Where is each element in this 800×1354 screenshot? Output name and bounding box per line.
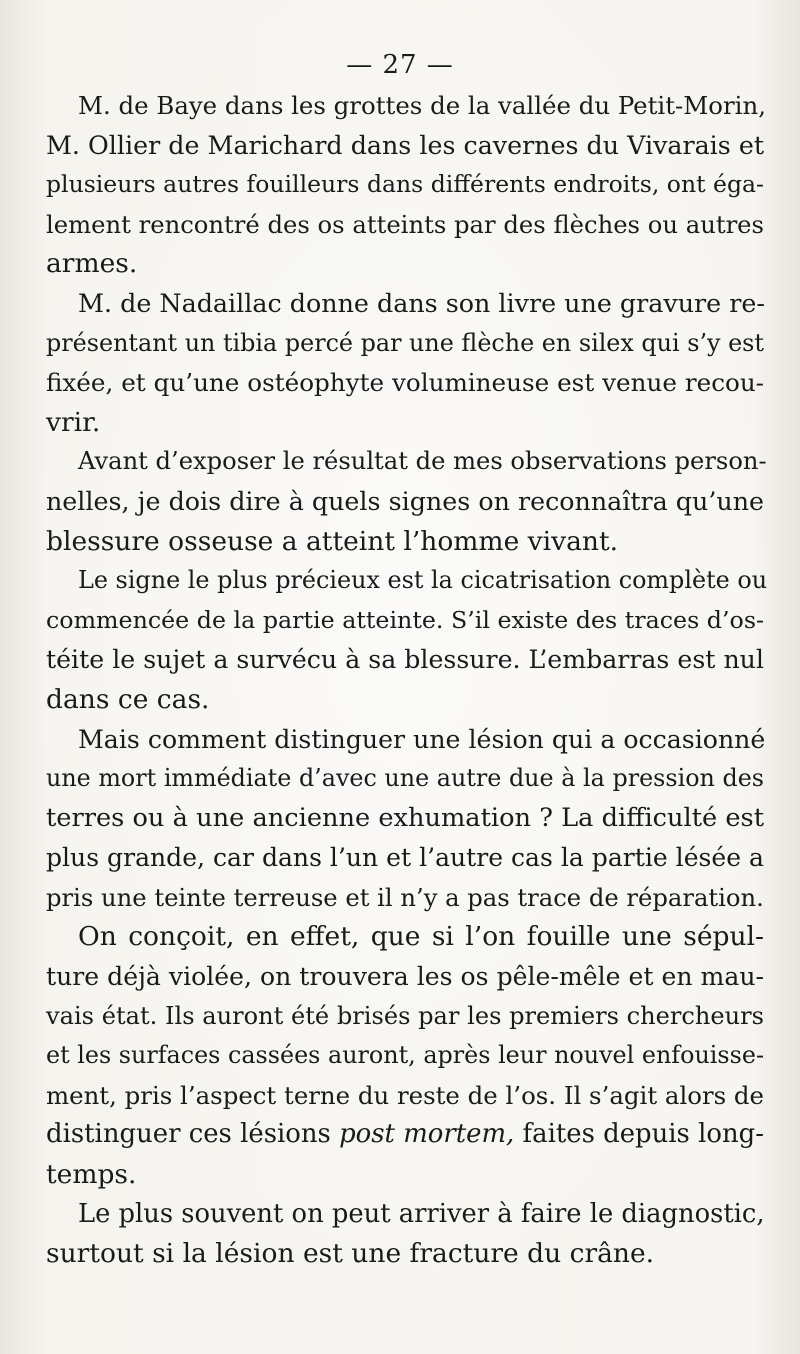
text-line: M. Ollier de Marichard dans les cavernes du Vivarais et bbox=[46, 129, 764, 160]
text-line: vais état. Ils auront été brisés par les premiers chercheurs bbox=[46, 1001, 764, 1030]
text-fragment: distinguer ces lésions bbox=[46, 1119, 331, 1150]
text-line: nelles, je dois dire à quels signes on reconnaîtra qu’une bbox=[46, 485, 764, 516]
text-line: blessure osseuse a atteint l’homme vivant. bbox=[46, 525, 619, 557]
text-line: ment, pris l’aspect terne du reste de l’os. Il s’agit alors de bbox=[46, 1080, 764, 1110]
text-line: plus grande, car dans l’un et l’autre cas la partie lésée a bbox=[46, 843, 764, 873]
text-fragment: faites depuis long- bbox=[522, 1119, 764, 1150]
paragraph-3 bbox=[46, 442, 767, 561]
paragraph-1 bbox=[46, 86, 764, 284]
body-text bbox=[46, 86, 768, 1274]
text-line: vrir. bbox=[46, 406, 101, 438]
text-line: Le plus souvent on peut arriver à faire le diagnostic, bbox=[78, 1198, 765, 1229]
text-line: et les surfaces cassées auront, après leur nouvel enfouisse- bbox=[46, 1041, 764, 1070]
text-line-mixed bbox=[46, 1115, 764, 1155]
text-line: armes. bbox=[46, 248, 138, 280]
text-line: ture déjà violée, on trouvera les os pêle-mêle et en mau- bbox=[46, 962, 764, 992]
text-line: Le signe le plus précieux est la cicatrisation complète ou bbox=[78, 566, 768, 595]
paragraph-5 bbox=[46, 720, 764, 918]
text-line: Mais comment distinguer une lésion qui a occasionné bbox=[78, 724, 766, 754]
page-number: — 27 — bbox=[346, 50, 454, 80]
italic-term: post mortem, bbox=[339, 1119, 515, 1150]
text-line: fixée, et qu’une ostéophyte volumineuse est venue recou- bbox=[46, 368, 764, 398]
text-line: une mort immédiate d’avec une autre due à la pression des bbox=[46, 764, 764, 793]
text-line: commencée de la partie atteinte. S’il existe des traces d’os- bbox=[46, 605, 764, 634]
text-line: On conçoit, en effet, que si l’on fouille une sépul- bbox=[78, 921, 764, 953]
text-line: surtout si la lésion est une fracture du crâne. bbox=[46, 1238, 655, 1270]
text-line: Avant d’exposer le résultat de mes observations person- bbox=[78, 447, 767, 476]
text-line: pris une teinte terreuse et il n’y a pas trace de réparation. bbox=[46, 882, 764, 912]
paragraph-7 bbox=[46, 1195, 764, 1274]
text-line: plusieurs autres fouilleurs dans différents endroits, ont éga- bbox=[46, 170, 764, 199]
text-line: M. de Baye dans les grottes de la vallée du Petit-Morin, bbox=[78, 91, 766, 120]
text-line: téite le sujet a survécu à sa blessure. L’embarras est nul bbox=[46, 645, 764, 675]
text-line: présentant un tibia percé par une flèche en silex qui s’y est bbox=[46, 328, 764, 357]
paragraph-6 bbox=[46, 917, 764, 1194]
text-line: M. de Nadaillac donne dans son livre une gravure re- bbox=[78, 287, 765, 318]
text-line: dans ce cas. bbox=[46, 683, 210, 715]
text-line: lement rencontré des os atteints par des flèches ou autres bbox=[46, 209, 764, 239]
paragraph-4 bbox=[46, 561, 768, 719]
text-line: temps. bbox=[46, 1159, 137, 1191]
text-line: terres ou à une ancienne exhumation ? La difficulté est bbox=[46, 802, 764, 833]
paragraph-2 bbox=[46, 284, 764, 442]
